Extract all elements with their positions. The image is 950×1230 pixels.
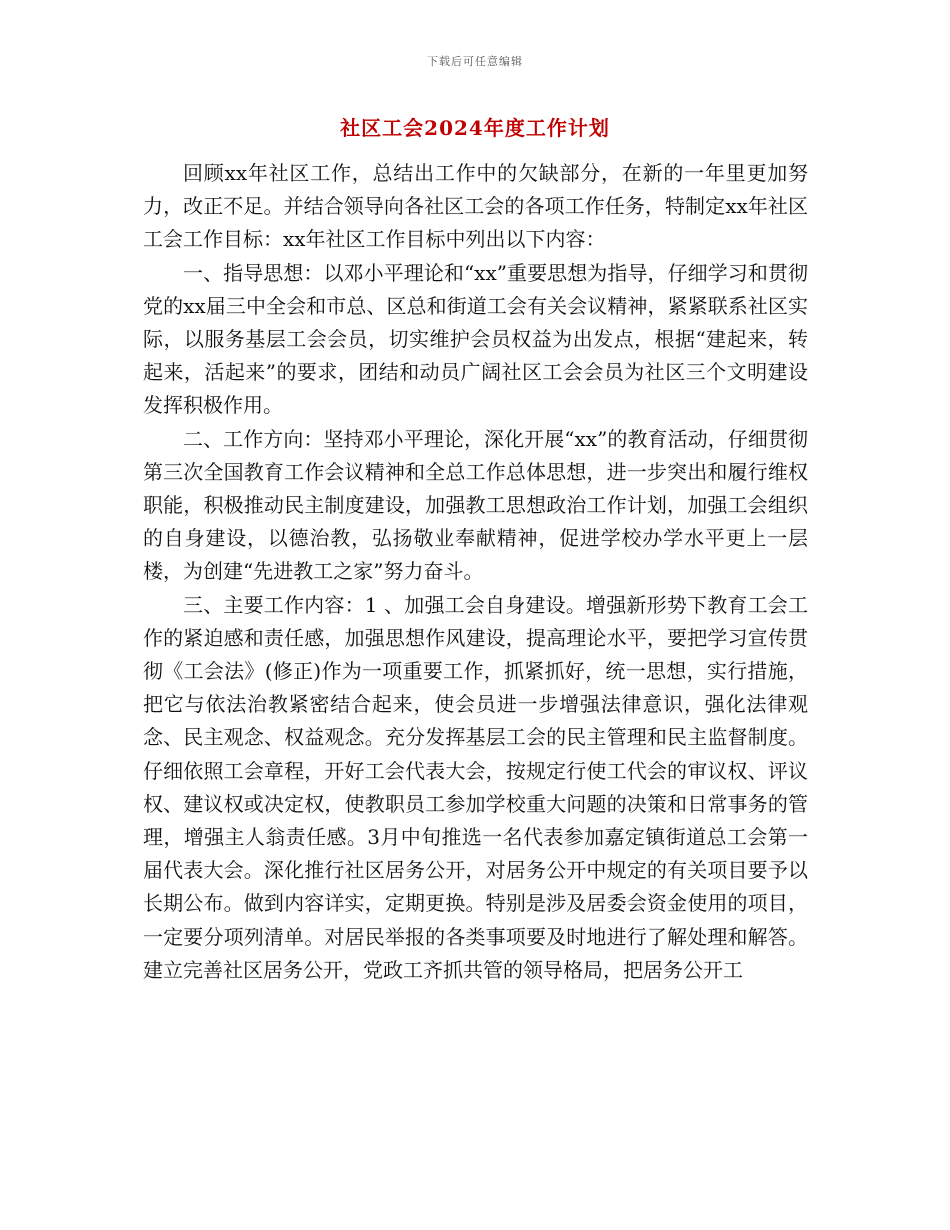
document-title: 社区工会2024年度工作计划 [340,116,610,140]
page-header-note: 下载后可任意编辑 [427,55,523,68]
paragraph-guiding-ideology: 一、指导思想：以邓小平理论和“xx”重要思想为指导，仔细学习和贯彻党的xx届三中全会和市总、区总和街道工会有关会议精神，紧紧联系社区实际，以服务基层工会会员，切实维护会员权益为出发点，根据“建起来，转起来，活起来”的要求，团结和动员广阔社区工会会员为社区三个文明建设发挥积极作用。 [143,260,808,418]
document-body [143,157,808,987]
paragraph-main-work: 三、主要工作内容：1 、加强工会自身建设。增强新形势下教育工会工作的紧迫感和责任感，加强思想作风建设，提高理论水平，要把学习宣传贯彻《工会法》(修正)作为一项重要工作，抓紧抓好，统一思想，实行措施，把它与依法治教紧密结合起来，使会员进一步增强法律意识，强化法律观念、民主观念、权益观念。充分发挥基层工会的民主管理和民主监督制度。仔细依照工会章程，开好工会代表大会，按规定行使工代会的审议权、评议权、建议权或决定权，使教职员工参加学校重大问题的决策和日常事务的管理，增强主人翁责任感。3月中旬推选一名代表参加嘉定镇街道总工会第一届代表大会。深化推行社区居务公开，对居务公开中规定的有关项目要予以长期公布。做到内容详实，定期更换。特别是涉及居委会资金使用的项目，一定要分项列清单。对居民举报的各类事项要及时地进行了解处理和解答。建立完善社区居务公开，党政工齐抓共管的领导格局，把居务公开工 [143,592,808,982]
paragraph-intro: 回顾xx年社区工作，总结出工作中的欠缺部分，在新的一年里更加努力，改正不足。并结合领导向各社区工会的各项工作任务，特制定xx年社区工会工作目标：xx年社区工作目标中列出以下内容： [143,161,808,252]
paragraph-work-direction: 二、工作方向：坚持邓小平理论，深化开展“xx”的教育活动，仔细贯彻第三次全国教育工作会议精神和全总工作总体思想，进一步突出和履行维权职能，积极推动民主制度建设，加强教工思想政治工作计划，加强工会组织的自身建设，以德治教，弘扬敬业奉献精神，促进学校办学水平更上一层楼，为创建“先进教工之家”努力奋斗。 [143,426,808,584]
